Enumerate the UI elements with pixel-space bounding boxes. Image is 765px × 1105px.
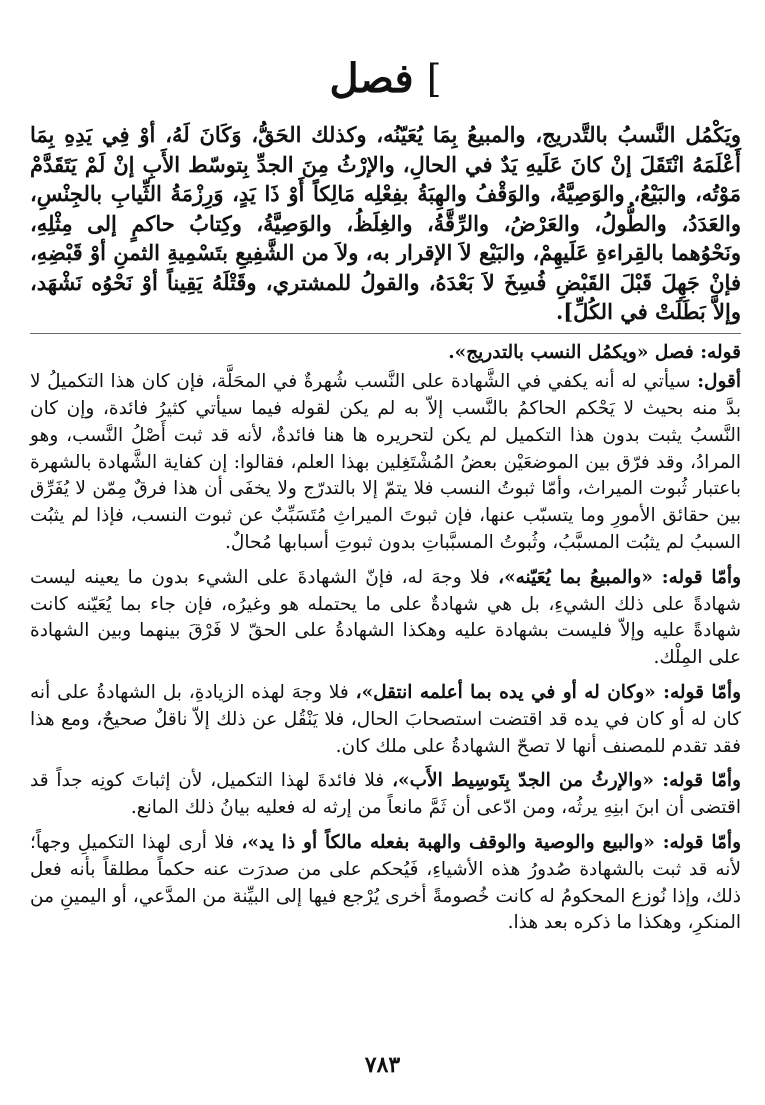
- commentary-lead: وأمّا قوله: «وكان له أو في يده بما أعلمه انتقل»،: [355, 682, 741, 704]
- section-heading-row: [30, 52, 741, 114]
- commentary-lead: أقول:: [697, 371, 741, 393]
- commentary-paragraph: [30, 369, 741, 557]
- commentary-paragraph: [30, 565, 741, 672]
- commentary-lead: وأمّا قوله: «والبيع والوصية والوقف والهبة بفعله مالكاً أو ذا يد»،: [241, 832, 741, 854]
- commentary-paragraph: [30, 830, 741, 937]
- heading-bracket: ]: [426, 57, 442, 101]
- commentary-text: فلا أرى لهذا التكميلِ وجهاً؛ لأنه قد ثبت بالشهادة صُدورُ هذه الأشياءِ، فَيُحكم على من صدرَت عنه حكماً مطلقاً بأنه فعل ذلك، وإذا نُوزع المحكومُ له كانت خُصومةً أخرى يُرْجع فيها إلى البيِّنة من المدَّعي، أو اليمينِ من المنكرِ، وهكذا ما ذكره بعد هذا.: [30, 832, 741, 934]
- commentary-paragraph: [30, 768, 741, 822]
- commentary-paragraph: [30, 680, 741, 760]
- commentary-text: فلا وجهَ له، فإنّ الشهادةَ على الشيء بدون ما يعينه ليست شهادةً على ذلك الشيءِ، بل هي شهادةٌ على ما يحتمله هو وغيرُه، فإن جاء بما يُعَيّنه كانت شهادةً عليه وإلاّ فليست بشهادة عليه وهكذا الشهادةُ على الحقّ لا فَرْقَ بينهما وبين الشهادة على المِلْك.: [30, 566, 741, 669]
- commentary-text: سيأتي له أنه يكفي في الشَّهادة على النَّسب شُهرةٌ في المحَلَّة، فإن كان هذا التكميلُ لا بدَّ منه بحيث لا يَحْكم الحاكمُ بالنَّسب إلاّ به لم يكن لقوله فيما سيأتي كثيرُ فائدة، وإن كان النَّسبُ يثبت بدون هذا التكميل لم يكن لتحريره ها هنا فائدةٌ، لأنه قد ثبت أَصْلُ النَّسب، وهو المرادُ، وقد فرّق بين الموضعَيْن بعضُ المُشْتَغِلين بهذا العلم، فقالوا: إن كفاية الشَّهادة بالشهرة باعتبار ثُبوت الميراث، وأمّا ثبوتُ النسب فلا يتمّ إلا بالتدرّج ولا يخفَى أن هذا فرقٌ مِمّن لا يُفَرِّق بين حقائق الأمورِ وما يتسبّب عنها، فإن ثبوتَ الميراثِ مُتَسَبِّبٌ عن ثبوت النسب، فإذا لم يثبُت السببُ لم يثبُت المسبَّبُ، وثُبوتُ المسبَّباتِ بدون ثبوتِ أسبابها مُحالٌ.: [30, 371, 741, 554]
- commentary-text: فلا وجهَ لهذه الزيادةِ، بل الشهادةُ على أنه كان له أو كان في يده قد اقتضت استصحابَ الحال، فلا يَنْقُل عن ذلك إلاّ ناقلٌ صحيحٌ، ومع هذا فقد تقدم للمصنف أنها لا تصحّ الشهادةُ على ملك كان.: [30, 682, 741, 757]
- matn-text: ويَكْمُل النَّسبُ بالتَّدريج، والمبيعُ بِمَا يُعَيّنُه، وكذلك الحَقُّ، وَكَانَ لَهُ، أوْ فِي يَدِهِ بِمَا أَعْلَمَهُ انْتَقَلَ إنْ كانَ عَلَيهِ يَدٌ في الحالِ، والإرْثُ مِنَ الجدِّ بِتوسّط الأَبِ إنْ لَمْ يَتَقَدَّمْ مَوْتُه، والبَيْعُ، والوَصِيَّةُ، والوَقْفُ والهِبَةُ بفِعْلِه مَالِكاً أَوْ ذَا يَدٍ، وَرِزْمَةُ الثِّيابِ بالجِنْسِ، والعَدَدُ، والطُّولُ، والعَرْضُ، والرِّقَّةُ، والغِلَظُ، والوَصِيَّةُ، وكِتابُ حاكمٍ إلى مِثْلِهِ، ونَحْوُهما بالقِراءةِ عَلَيهِمْ، والبَيْع لاَ الإقرار به، ولاَ من الشَّفِيعِ بتَسْمِيةِ الثمنِ أوْ قَبْضِهِ، فإنْ جَهِلَ قَبْلَ القَبْضِ فُسِخَ لاَ بَعْدَهُ، والقولُ للمشتري، وقَتْلَهُ يَقِيناً أوْ نَحْوُه نَشْهَد، وإلاَّ بَطَلَتْ في الكُلِّ].: [30, 122, 741, 324]
- section-heading: فصل: [329, 55, 414, 102]
- commentary-text: فلا فائدةَ لهذا التكميل، لأن إثباتَ كونِه جداً قد اقتضى أن ابنَ ابنِهِ يرثُه، ومن ادّعى أن ثَمَّ مانعاً من إرثه له فعليه بيانُ ذلك المانع.: [30, 770, 741, 819]
- commentary-paragraph: [30, 340, 741, 367]
- commentary-lead: وأمّا قوله: «والإرثُ من الجدّ بِتَوسِيط الأَب»،: [392, 770, 741, 792]
- commentary-lead: وأمّا قوله: «والمبيعُ بما يُعَيّنه»،: [498, 566, 741, 588]
- commentary-lead: قوله: فصل «ويكمُل النسب بالتدريج».: [448, 341, 741, 363]
- divider: [30, 333, 741, 334]
- page-number: ٧٨٣: [364, 1052, 401, 1078]
